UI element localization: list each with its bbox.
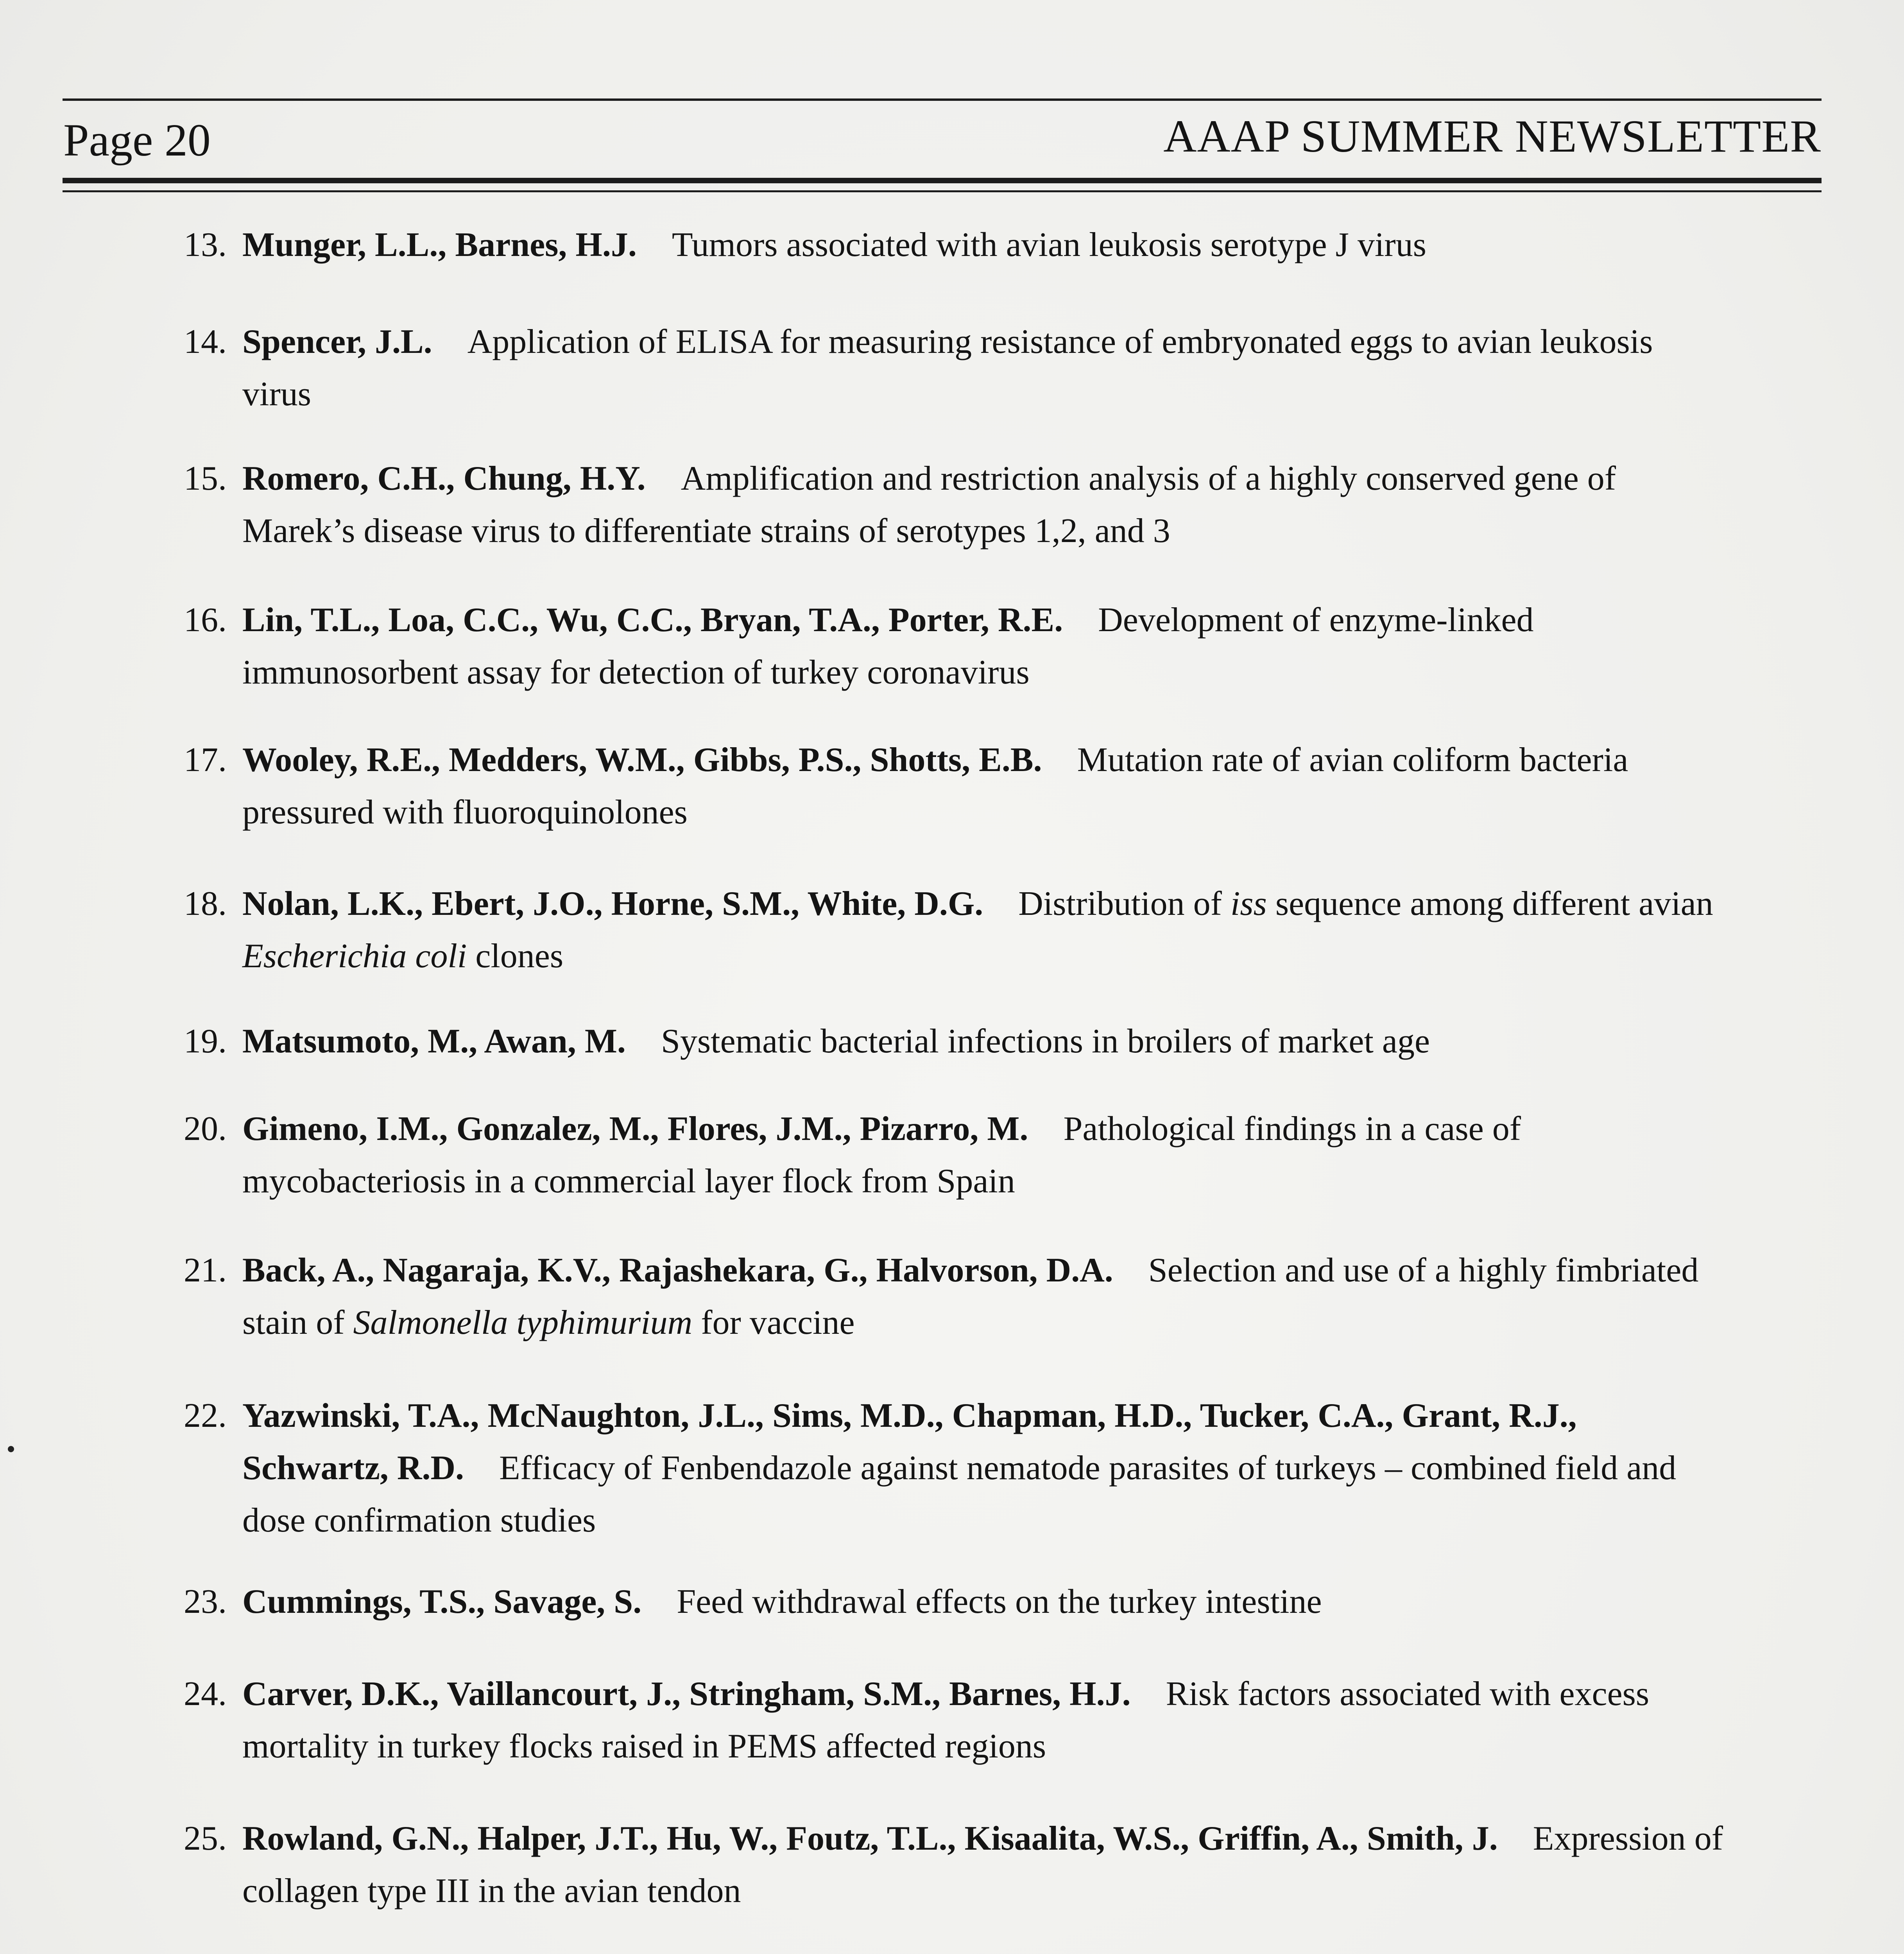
margin-mark <box>8 1446 14 1452</box>
entry-title-segment: Pathological findings in a case of mycobacteriosis in a commercial layer flock from Spain <box>242 1110 1521 1200</box>
entry-text <box>242 594 1728 699</box>
entry-authors: Gimeno, I.M., Gonzalez, M., Flores, J.M., Pizarro, M. <box>242 1110 1028 1148</box>
entry-title-segment: Development of enzyme-linked immunosorbent assay for detection of turkey coronavirus <box>242 601 1534 691</box>
entry-text <box>242 1952 1728 1954</box>
entry-authors: Munger, L.L., Barnes, H.J. <box>242 226 637 264</box>
entry-text <box>242 219 1728 271</box>
entry-title-segment: clones <box>467 937 564 975</box>
entry-text <box>242 1390 1728 1547</box>
entry-number: 14. <box>184 323 227 361</box>
entry-authors: Romero, C.H., Chung, H.Y. <box>242 460 646 497</box>
entry-title-segment: Tumors associated with avian leukosis serotype J virus <box>672 226 1426 264</box>
entry-text <box>242 316 1728 421</box>
entry-number: 18. <box>184 885 227 923</box>
entry-number: 16. <box>184 601 227 639</box>
entry-authors: Nolan, L.K., Ebert, J.O., Horne, S.M., White, D.G. <box>242 885 983 923</box>
entry-title-italic: Salmonella typhimurium <box>353 1304 693 1342</box>
entry-title <box>242 323 1653 413</box>
entry-authors: Rowland, G.N., Halper, J.T., Hu, W., Foutz, T.L., Kisaalita, W.S., Griffin, A., Smith, J. <box>242 1820 1498 1857</box>
entry-authors: Spencer, J.L. <box>242 323 432 361</box>
entry-title-segment: Feed withdrawal effects on the turkey intestine <box>677 1583 1322 1621</box>
entry-number: 23. <box>184 1583 227 1621</box>
entry-text <box>242 1244 1728 1349</box>
entry-text <box>242 878 1728 982</box>
entry-authors: Back, A., Nagaraja, K.V., Rajashekara, G., Halvorson, D.A. <box>242 1251 1113 1289</box>
entry-number <box>184 1952 227 1954</box>
newsletter-title: AAAP SUMMER NEWSLETTER <box>1163 111 1821 162</box>
entry-number: 21. <box>184 1251 227 1289</box>
entry-authors: Lin, T.L., Loa, C.C., Wu, C.C., Bryan, T.A., Porter, R.E. <box>242 601 1063 639</box>
entry-title <box>672 226 1426 264</box>
entry-title-segment: Application of ELISA for measuring resistance of embryonated eggs to avian leukosis virus <box>242 323 1653 413</box>
entry-authors: Yazwinski, T.A., McNaughton, J.L., Sims, M.D., Chapman, H.D., Tucker, C.A., Grant, R.J., Schwartz, R.D. <box>242 1397 1577 1487</box>
entry-title-segment: Mutation rate of avian coliform bacteria pressured with fluoroquinolones <box>242 741 1628 831</box>
entry-number: 17. <box>184 741 227 779</box>
entry-title-segment: Efficacy of Fenbendazole against nematode parasites of turkeys – combined field and dose confirmation studies <box>242 1449 1677 1539</box>
entry-title <box>677 1583 1322 1621</box>
entry-text <box>242 1813 1728 1917</box>
entry-title-segment: Risk factors associated with excess mortality in turkey flocks raised in PEMS affected regions <box>242 1675 1650 1765</box>
entry-authors: Wooley, R.E., Medders, W.M., Gibbs, P.S., Shotts, E.B. <box>242 741 1042 779</box>
entry-title <box>661 1022 1430 1060</box>
entry-number: 19. <box>184 1022 227 1060</box>
entry-number: 24. <box>184 1675 227 1713</box>
entry-title-segment: Expression of collagen type III in the avian tendon <box>242 1820 1723 1910</box>
entry-text <box>242 1103 1728 1208</box>
entry-title-segment: sequence among different avian <box>1266 885 1713 923</box>
entry-title-segment: Selection and use of a highly fimbriated stain of <box>242 1251 1699 1342</box>
entry-text <box>242 734 1728 839</box>
entry-text <box>242 1015 1728 1068</box>
entry-title-segment: for vaccine <box>692 1304 855 1342</box>
entry-text <box>242 453 1728 557</box>
entry-number: 20. <box>184 1110 227 1148</box>
entry-number: 25. <box>184 1820 227 1857</box>
entry-number: 13. <box>184 226 227 264</box>
entry-authors: Matsumoto, M., Awan, M. <box>242 1022 626 1060</box>
entry-title-italic: Escherichia coli <box>242 937 467 975</box>
page-number: Page 20 <box>63 115 211 166</box>
entry-text <box>242 1576 1728 1628</box>
entry-title-segment: Systematic bacterial infections in broilers of market age <box>661 1022 1430 1060</box>
entry-number: 22. <box>184 1397 227 1435</box>
entry-title-segment: Amplification and restriction analysis of a highly conserved gene of Marek’s disease virus to differentiate strains of serotypes 1,2, and 3 <box>242 460 1616 550</box>
entry-authors: Cummings, T.S., Savage, S. <box>242 1583 642 1621</box>
entry-authors: Carver, D.K., Vaillancourt, J., Stringham, S.M., Barnes, H.J. <box>242 1675 1131 1713</box>
entry-title-segment: Distribution of <box>1018 885 1231 923</box>
entry-title-italic: iss <box>1230 885 1267 923</box>
entry-text <box>242 1668 1728 1773</box>
entry-number: 15. <box>184 460 227 497</box>
